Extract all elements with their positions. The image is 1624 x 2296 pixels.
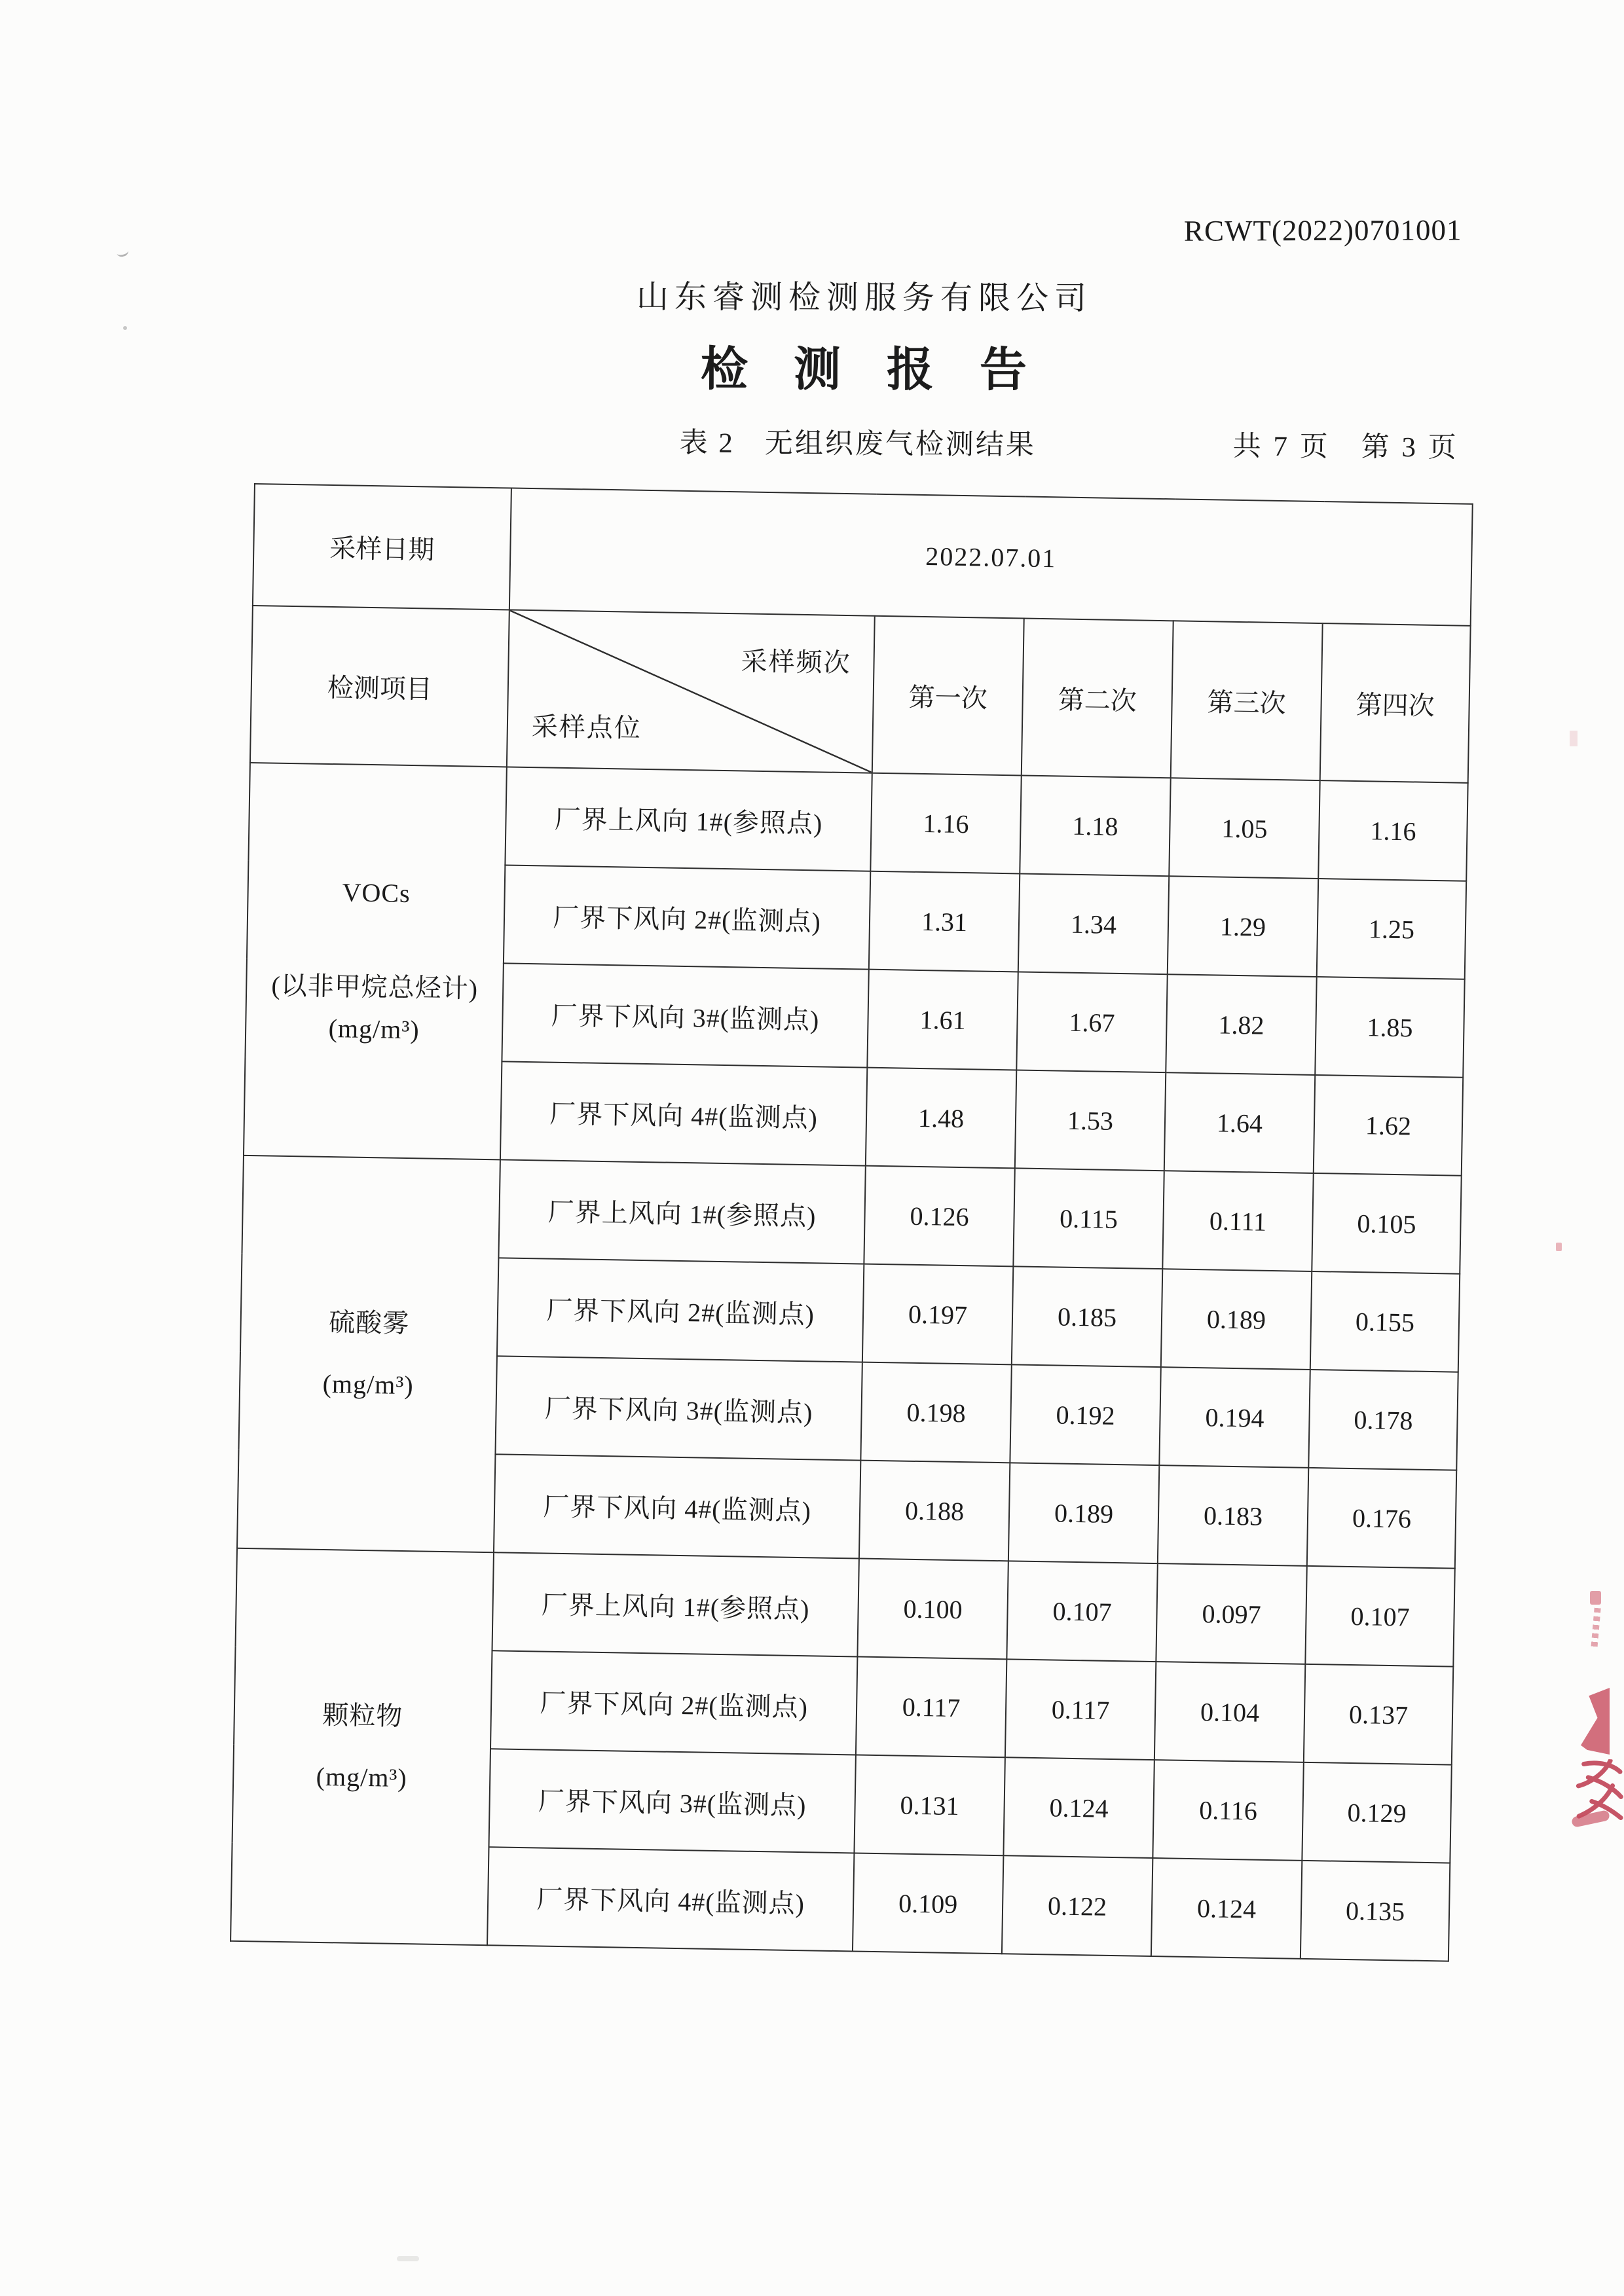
- result-value: 1.31: [869, 871, 1020, 972]
- table-row: [248, 763, 1467, 881]
- result-value: 0.176: [1307, 1468, 1457, 1569]
- result-value: 0.107: [1305, 1566, 1455, 1667]
- sampling-site-label: 厂界下风向 2#(监测点): [490, 1650, 857, 1755]
- result-value: 1.34: [1018, 873, 1169, 974]
- result-value: 0.198: [860, 1362, 1011, 1463]
- result-value: 0.111: [1162, 1171, 1313, 1271]
- result-value: 0.124: [1003, 1757, 1154, 1858]
- red-stamp-fragment: [1581, 1688, 1610, 1755]
- report-ref-number: RCWT(2022)0701001: [1183, 213, 1462, 247]
- red-ink-speck: [1570, 731, 1578, 746]
- result-value: 0.117: [856, 1657, 1006, 1758]
- result-value: 0.100: [857, 1559, 1008, 1660]
- parameter-name-line: (mg/m³): [328, 1013, 420, 1045]
- result-value: 0.115: [1013, 1168, 1164, 1269]
- result-value: 0.122: [1002, 1855, 1153, 1956]
- result-value: 1.53: [1015, 1070, 1166, 1171]
- item-column-header: 检测项目: [250, 606, 509, 767]
- freq-header-1: 第一次: [872, 616, 1024, 776]
- sampling-site-label: 厂界下风向 3#(监测点): [489, 1749, 856, 1853]
- result-value: 0.185: [1012, 1266, 1162, 1367]
- parameter-name-line: (以非甲烷总烃计): [271, 970, 479, 1004]
- freq-header-3: 第三次: [1171, 621, 1323, 780]
- result-value: 0.194: [1159, 1367, 1310, 1468]
- result-value: 1.61: [867, 970, 1018, 1070]
- diagonal-header-cell: [507, 610, 875, 773]
- table-caption: 表 2 无组织废气检测结果: [679, 428, 1037, 461]
- sampling-site-label: 厂界下风向 4#(监测点): [494, 1454, 860, 1558]
- result-value: 1.64: [1164, 1072, 1315, 1173]
- red-stamp-fragment: [1591, 1608, 1600, 1649]
- result-value: 0.105: [1312, 1173, 1462, 1274]
- scan-speck: [116, 246, 130, 258]
- freq-header-2: 第二次: [1022, 619, 1173, 778]
- result-value: 0.189: [1008, 1463, 1159, 1563]
- sampling-site-label: 厂界上风向 1#(参照点): [505, 767, 872, 871]
- sampling-site-label: 厂界下风向 4#(监测点): [500, 1061, 867, 1165]
- column-header-row: [250, 606, 1471, 783]
- sampling-site-label: 厂界下风向 2#(监测点): [504, 865, 870, 969]
- sampling-site-label: 厂界上风向 1#(参照点): [492, 1552, 858, 1656]
- result-value: 0.137: [1304, 1664, 1454, 1765]
- company-name: 山东睿测检测服务有限公司: [636, 278, 1093, 317]
- diag-label-site: 采样点位: [531, 712, 642, 743]
- page-info: 共 7 页 第 3 页: [1232, 431, 1459, 464]
- parameter-name-line: 硫酸雾: [328, 1307, 410, 1339]
- parameter-name-line: VOCs: [342, 877, 411, 909]
- sampling-site-label: 厂界上风向 1#(参照点): [498, 1159, 865, 1264]
- sampling-date-label: 采样日期: [253, 484, 511, 610]
- result-value: 1.25: [1317, 879, 1467, 979]
- diag-label-frequency: 采样频次: [741, 646, 851, 678]
- result-value: 0.107: [1006, 1561, 1157, 1662]
- result-value: 0.188: [859, 1461, 1010, 1561]
- scan-speck: [397, 2256, 419, 2261]
- freq-header-4: 第四次: [1320, 623, 1471, 783]
- result-value: 0.117: [1005, 1659, 1156, 1760]
- parameter-name-line: 颗粒物: [322, 1700, 403, 1732]
- parameter-group-label: [237, 1156, 500, 1552]
- result-value: 0.155: [1310, 1271, 1460, 1372]
- result-value: 1.62: [1314, 1075, 1464, 1176]
- result-value: 0.116: [1153, 1760, 1303, 1861]
- results-table: [230, 483, 1473, 1962]
- parameter-name-line: (mg/m³): [322, 1368, 415, 1400]
- sampling-site-label: 厂界下风向 3#(监测点): [502, 963, 868, 1067]
- result-value: 0.097: [1156, 1563, 1306, 1664]
- result-value: 0.183: [1158, 1465, 1308, 1566]
- red-ink-speck: [1556, 1243, 1562, 1251]
- sampling-date-value: 2022.07.01: [509, 488, 1473, 626]
- table-caption-row: [0, 416, 1624, 465]
- report-title: 检 测 报 告: [700, 343, 1044, 397]
- parameter-name-line: (mg/m³): [316, 1761, 408, 1793]
- sampling-site-label: 厂界下风向 4#(监测点): [487, 1847, 854, 1951]
- result-value: 1.18: [1020, 775, 1170, 876]
- result-value: 0.129: [1302, 1762, 1452, 1863]
- result-value: 1.48: [866, 1068, 1016, 1169]
- table-body: [231, 763, 1468, 1961]
- result-value: 0.126: [864, 1166, 1014, 1267]
- scan-speck: [123, 326, 127, 330]
- result-value: 0.189: [1161, 1269, 1312, 1370]
- sampling-site-label: 厂界下风向 3#(监测点): [495, 1356, 862, 1460]
- result-value: 0.124: [1151, 1858, 1302, 1959]
- result-value: 1.16: [870, 773, 1021, 874]
- red-stamp-fragment: [1590, 1591, 1601, 1605]
- parameter-group-label: [231, 1548, 494, 1945]
- result-value: 0.131: [854, 1755, 1005, 1856]
- result-value: 1.67: [1016, 972, 1167, 1072]
- result-value: 0.104: [1154, 1662, 1305, 1762]
- parameter-group-label: [244, 763, 507, 1159]
- sampling-date-row: [253, 484, 1473, 626]
- table-row: [242, 1156, 1461, 1274]
- result-value: 0.135: [1301, 1861, 1450, 1961]
- result-value: 0.109: [853, 1853, 1003, 1954]
- table-row: [236, 1548, 1455, 1667]
- result-value: 0.192: [1010, 1364, 1160, 1465]
- result-value: 1.29: [1168, 876, 1318, 977]
- result-value: 1.05: [1169, 778, 1320, 879]
- result-value: 1.16: [1318, 780, 1468, 881]
- result-value: 0.178: [1308, 1370, 1458, 1470]
- diagonal-divider-line: [507, 611, 874, 773]
- result-value: 0.197: [862, 1264, 1013, 1365]
- sampling-site-label: 厂界下风向 2#(监测点): [497, 1258, 864, 1362]
- result-value: 1.85: [1315, 977, 1465, 1078]
- result-value: 1.82: [1166, 974, 1316, 1075]
